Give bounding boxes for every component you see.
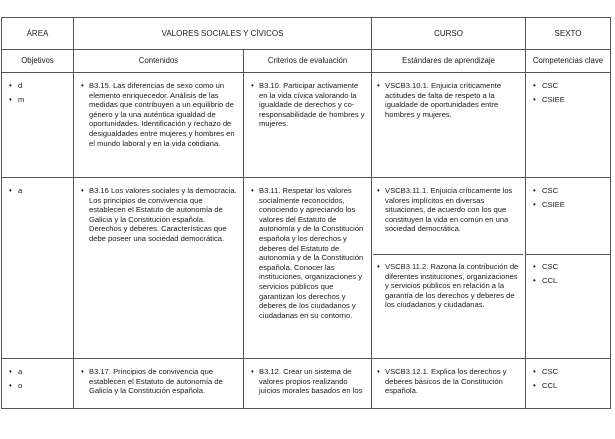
curriculum-table	[1, 17, 611, 409]
standard-text: • VSCB3.12.1. Explica los derechos y deberes básicos de la Constitución española.	[374, 367, 522, 396]
objectives-cell	[2, 73, 74, 178]
objective-item: • d	[6, 81, 69, 91]
content-text: • B3.15. Las diferencias de sexo como un elemento enriquecedor. Análisis de las medidas que contribuyen a un equilibrio de género y la una auténtica igualdad de oportunidades. Identificación y rechazo de desigualdades entre mujeres y hombres en el mundo laboral y en la vida cotidiana.	[78, 81, 239, 148]
competence-item: • CSC	[530, 186, 606, 196]
objective-item: • o	[6, 381, 69, 391]
criterion-cell	[244, 178, 372, 359]
standard-text: • VSCB3.11.1. Enjuicia críticamente los valores implícitos en diversas situaciones, de acuerdo con los que constituyen la vida en común en una sociedad democrática.	[374, 186, 522, 234]
criterion-text: • B3.10. Participar activamente en la vida cívica valorando la igualdade de derechos y co-responsabilidade de hombres y mujeres.	[248, 81, 367, 129]
col-criteria: Criterios de evaluación	[244, 50, 372, 73]
col-standards: Estándares de aprendizaje	[372, 50, 526, 73]
content-cell	[74, 73, 244, 178]
col-competences: Competencias clave	[526, 50, 611, 73]
header-row	[2, 18, 611, 50]
content-cell	[74, 178, 244, 359]
objective-item: • m	[6, 95, 69, 105]
criterion-text: • B3.12. Crear un sistema de valores propios realizando juicios morales basados en los	[248, 367, 367, 396]
content-text: • B3.17. Principios de convivencia que establecen el Estatuto de autonomía de Galicia y la Constitución española.	[78, 367, 239, 396]
objectives-cell	[2, 178, 74, 359]
objectives-cell	[2, 359, 74, 409]
objective-item: • a	[6, 367, 69, 377]
standard-text: • VSCB3.11.2. Razona la contribución de diferentes instituciones, organizaciones y servicios públicos en relación a la garantía de los derechos y deberes de los ciudadanos y ciudadanas.	[374, 262, 522, 310]
standard-cell	[372, 359, 526, 409]
competence-item: • CSIEE	[530, 95, 606, 105]
competence-item: • CSC	[530, 262, 606, 272]
table-row	[2, 73, 611, 178]
standard-cell	[372, 178, 526, 359]
competence-item: • CSC	[530, 367, 606, 377]
criterion-text: • B3.11. Respetar los valores socialmente reconocidos, conociendo y apreciando los valores del Estatuto de autonomía y de la Constitución española y los derechos y deberes del Estatuto de autonomía y de la Constitución española. Conocer las instituciones, organizaciones y servicios públicos que garantizan los derechos y deberes de los ciudadanos y ciudadanas en su contorno.	[248, 186, 367, 320]
content-cell	[74, 359, 244, 409]
competences-cell	[526, 178, 611, 359]
criterion-cell	[244, 73, 372, 178]
area-label: ÁREA	[2, 18, 74, 50]
competences-cell	[526, 73, 611, 178]
standard-text: • VSCB3.10.1. Enjuicia críticamente actitudes de falta de respeto a la igualdade de oportunidades entre hombres y mujeres.	[374, 81, 522, 119]
col-contents: Contenidos	[74, 50, 244, 73]
competence-item: • CCL	[530, 381, 606, 391]
col-objectives: Objetivos	[2, 50, 74, 73]
criterion-cell	[244, 359, 372, 409]
table-row	[2, 178, 611, 359]
course-label: CURSO	[372, 18, 526, 50]
competence-item: • CCL	[530, 276, 606, 286]
standard-cell	[372, 73, 526, 178]
content-text: • B3.16 Los valores sociales y la democracia. Los principios de convivencia que establecen el Estatuto de autonomía de Galicia y la Constitución española. Derechos y deberes. Características que debe poseer una sociedad democrática.	[78, 186, 239, 244]
table-row	[2, 359, 611, 409]
subject-title: VALORES SOCIALES Y CÍVICOS	[74, 18, 372, 50]
course-value: SEXTO	[526, 18, 611, 50]
column-header-row	[2, 50, 611, 73]
competence-item: • CSC	[530, 81, 606, 91]
competences-cell	[526, 359, 611, 409]
competence-item: • CSIEE	[530, 200, 606, 210]
objective-item: • a	[6, 186, 69, 196]
